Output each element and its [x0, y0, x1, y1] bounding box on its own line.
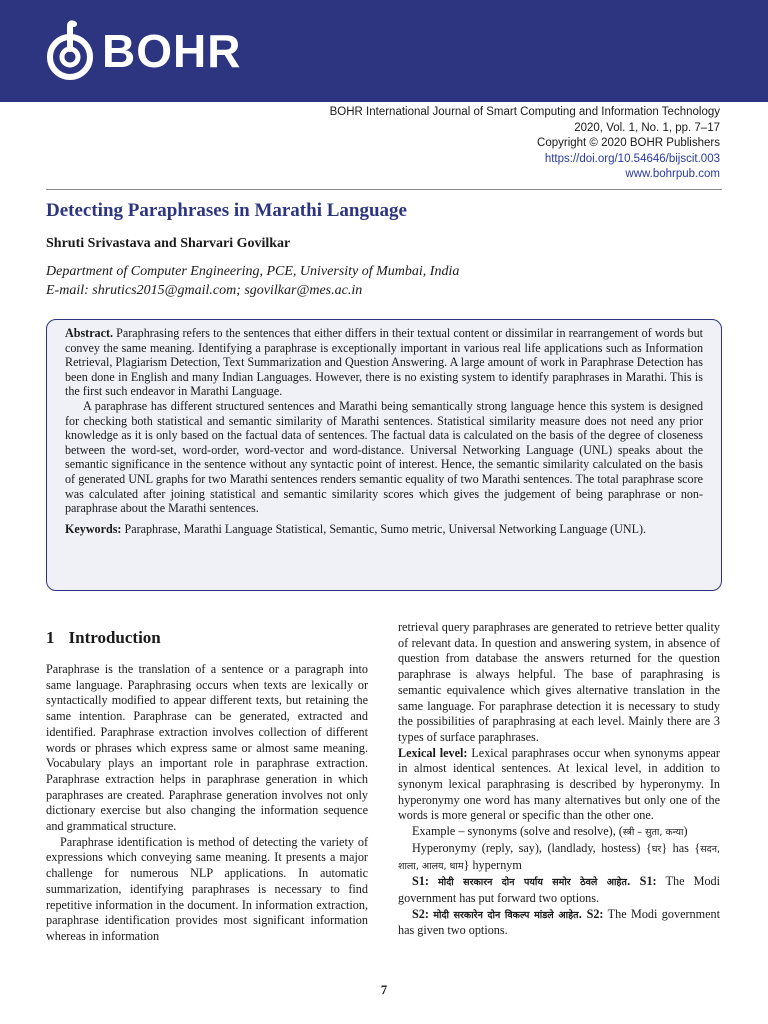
- header-divider: [46, 189, 722, 190]
- left-column: [46, 612, 368, 945]
- website-link[interactable]: www.bohrpub.com: [625, 168, 720, 180]
- example2-deva2: सदन, शाला, आलय, धाम: [398, 843, 720, 872]
- s1-label-en: S1:: [639, 874, 657, 889]
- example2-deva1: घर: [651, 843, 662, 855]
- email: E-mail: shrutics2015@gmail.com; sgovilkar@mes.ac.in: [46, 283, 363, 298]
- s2-deva: मोदी सरकारेन दोन विकल्प मांडले आहेत.: [433, 909, 583, 921]
- intro-paragraph-2: Paraphrase identification is method of detecting the variety of expressions which conveying same meaning. It presents a major challenge for numerous NLP applications. In automatic summarization, identifying paraphrases is necessary to find repetitive information in the document. In information extraction, paraphrase identification provides most significant information whereas in information: [46, 834, 368, 943]
- paper-title: Detecting Paraphrases in Marathi Language: [46, 200, 407, 221]
- lexical-paragraph: [398, 746, 720, 825]
- s2-text: The Modi government has given two options.: [398, 906, 721, 938]
- s1-text: The Modi government has put forward two options.: [398, 874, 721, 905]
- section-title: Introduction: [68, 628, 161, 647]
- doi-link[interactable]: https://doi.org/10.54646/bijscit.003: [544, 152, 720, 165]
- lexical-label: Lexical level:: [398, 745, 468, 760]
- brand-name: BOHR: [102, 25, 242, 77]
- section-number: 1: [46, 628, 55, 647]
- example1-text: Example – synonyms (solve and resolve), (: [412, 824, 623, 839]
- volume-info: 2020, Vol. 1, No. 1, pp. 7–17: [574, 121, 720, 134]
- intro-paragraph-1: Paraphrase is the translation of a sentence or a paragraph into same language. Paraphrasing occurs when texts are lexically or syntactically modified to appear different texts, but retaining the same intention. Paraphrase can be generated, extracted and identified. Paraphrase extraction involves collection of different words or phrases which express same or almost same meaning. Vocabulary plays an important role in paraphrase extraction. Paraphrase extraction helps in paraphrase generation in which paraphrases are created. Paraphrase generation involves not only dictionary exercise but also changing the information sequence and grammatical structure.: [46, 662, 368, 834]
- keywords-line: [65, 522, 703, 537]
- s2-label: S2:: [412, 906, 429, 921]
- abstract-label: Abstract.: [65, 326, 114, 340]
- example-s1: [398, 874, 720, 906]
- example2-text: Hyperonymy (reply, say), (landlady, hostess) {: [412, 840, 652, 855]
- lexical-text: Lexical paraphrases occur when synonyms appear in almost identical sentences. At lexical level, in addition to synonym lexical paraphrasing is described by hyperonymy. In hyperonymy one word has many alternatives but only one of the words is more general or specific than the other one.: [398, 745, 720, 823]
- intro-paragraph-3: retrieval query paraphrases are generated to retrieve better quality of relevant data. In question and answering system, in absence of question from database the answers returned for the question paraphrase is always helpful. The base of paraphrasing is semantic equivalence which gives alternative translation in the same language. For paraphrase detection it is necessary to study the possibilities of paraphrasing at each level. Mainly there are 3 types of surface paraphrases.: [398, 620, 720, 744]
- affiliation-block: [46, 262, 459, 300]
- section-heading: [46, 628, 368, 648]
- example1-deva: स्त्री – सुता, कन्या: [622, 827, 684, 839]
- example1-end: ): [683, 824, 688, 839]
- example-hyperonymy: [398, 841, 720, 874]
- abstract-paragraph-2: A paraphrase has different structured sentences and Marathi being semantically strong language hence this system is designed for checking both statistical and semantic similarity of Marathi sentences. Statistical similarity measure does not need any prior knowledge as it is only based on the factual data of sentences. The factual data is calculated on the basis of the degree of closeness between the word-set, word-order, word-vector and word-distance. Universal Networking Language (UNL) speaks about the semantic significance in the sentence without any syntactic point of interest. Hence, the semantic similarity calculated on the basis of generated UNL graphs for two Marathi sentences renders semantic equality of two Marathi sentences. The total paraphrase score was calculated after joining statistical and semantic similarity scores which gives the judgement of being paraphrase or non-paraphrase about the Marathi sentences.: [65, 398, 703, 516]
- example2-end: } hypernym: [463, 857, 522, 872]
- journal-info: [330, 105, 720, 183]
- affiliation: Department of Computer Engineering, PCE, University of Mumbai, India: [46, 264, 460, 279]
- header-banner: [0, 0, 768, 102]
- example-synonyms: [398, 824, 720, 841]
- copyright: Copyright © 2020 BOHR Publishers: [537, 137, 720, 149]
- s1-deva: मोदी सरकारन दोन पर्याय समोर ठेवले आहेत.: [438, 877, 631, 889]
- bohr-logo-icon: [44, 20, 96, 82]
- keywords: Paraphrase, Marathi Language Statistical, Semantic, Sumo metric, Universal Networking Language (UNL).: [124, 521, 647, 536]
- abstract-box: [46, 319, 722, 591]
- keywords-label: Keywords:: [65, 521, 122, 536]
- s1-label: S1:: [412, 874, 429, 889]
- right-column: [398, 620, 720, 939]
- authors: Shruti Srivastava and Sharvari Govilkar: [46, 236, 291, 251]
- abstract-text-1: Paraphrasing refers to the sentences that either differs in their textual content or dissimilar in rearrangement of words but convey the same meaning. Identifying a paraphrase is exceptionally important in various real life applications such as Information Retrieval, Plagiarism Detection, Text Summarization and Question Answering. A large amount of work in Paraphrase Detection has been done in English and many Indian Languages. However, there is no existing system to identify paraphrases in Marathi. This is the first such endeavor in Marathi Language.: [65, 326, 703, 399]
- s2-label-en: S2:: [586, 906, 604, 921]
- journal-name: BOHR International Journal of Smart Computing and Information Technology: [329, 106, 720, 118]
- example-s2: [398, 907, 720, 939]
- bohr-logo[interactable]: [44, 20, 241, 82]
- example2-mid: } has {: [661, 840, 701, 855]
- abstract-paragraph-1: [65, 326, 703, 399]
- page-number: 7: [380, 983, 388, 997]
